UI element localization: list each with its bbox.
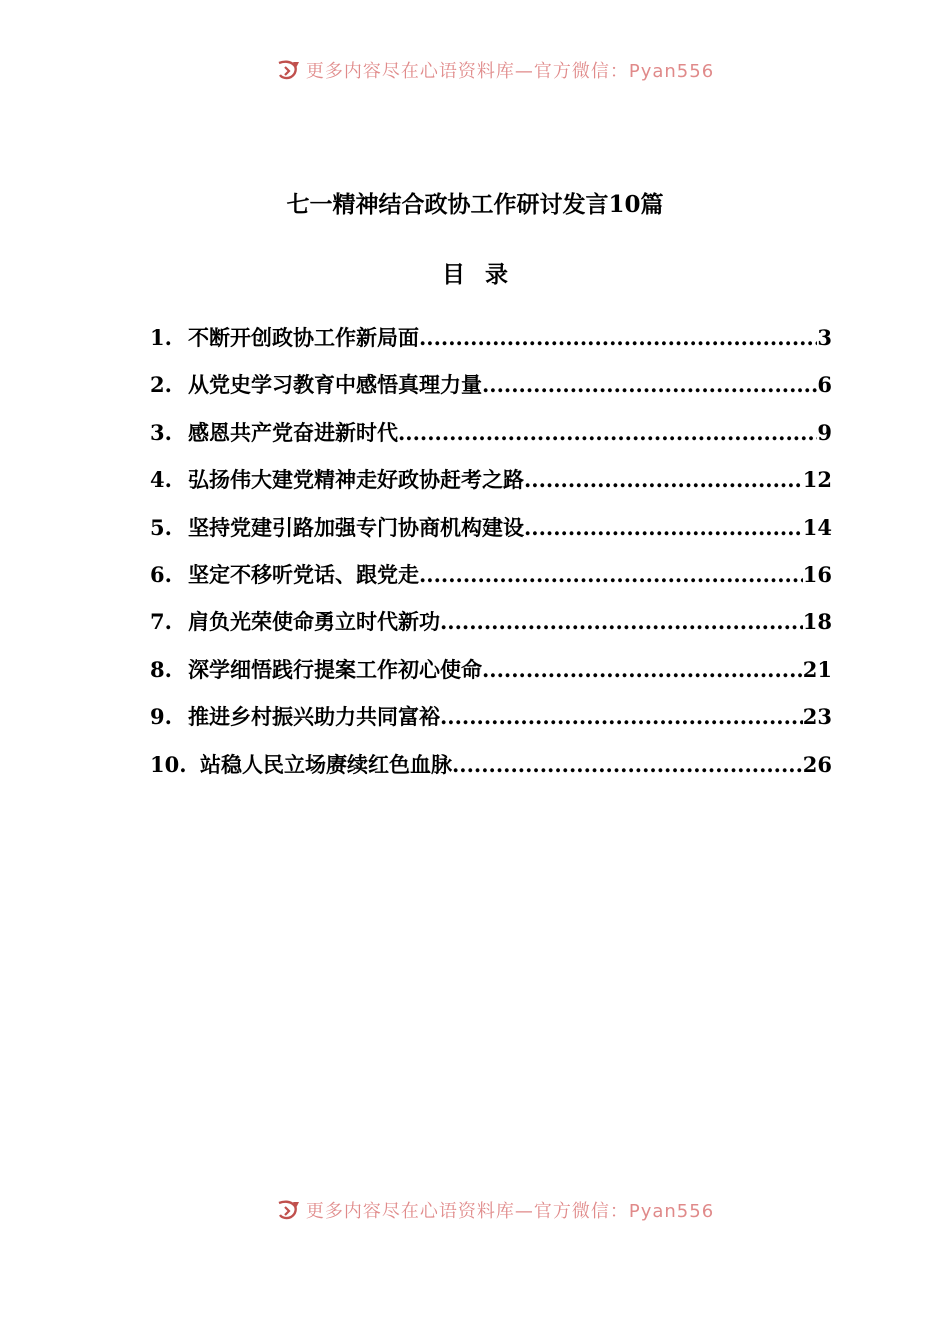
toc-entry-page: 6 bbox=[817, 372, 832, 398]
footer-watermark-banner bbox=[0, 1196, 950, 1224]
toc-dot-leader bbox=[482, 372, 817, 397]
toc-entry[interactable] bbox=[150, 417, 832, 464]
toc-entry-title: 坚持党建引路加强专门协商机构建设 bbox=[188, 514, 524, 540]
toc-entry-number: 10. bbox=[150, 751, 187, 777]
toc-entry[interactable] bbox=[150, 369, 832, 416]
toc-entry-title: 肩负光荣使命勇立时代新功 bbox=[188, 609, 440, 635]
toc-entry-page: 16 bbox=[802, 561, 832, 587]
toc-entry-page: 18 bbox=[802, 609, 832, 635]
toc-entry-title: 推进乡村振兴助力共同富裕 bbox=[188, 704, 440, 730]
toc-entry-number: 4. bbox=[150, 467, 172, 493]
toc-dot-leader bbox=[419, 562, 803, 587]
toc-entry[interactable] bbox=[150, 512, 832, 559]
toc-entry[interactable] bbox=[150, 322, 832, 369]
toc-dot-leader bbox=[524, 515, 803, 540]
toc-entry-number: 9. bbox=[150, 704, 172, 730]
toc-entry-title: 感恩共产党奋进新时代 bbox=[188, 419, 398, 445]
toc-dot-leader bbox=[524, 467, 803, 492]
toc-dot-leader bbox=[419, 325, 817, 350]
toc-entry[interactable] bbox=[150, 749, 832, 796]
toc-entry-number: 8. bbox=[150, 656, 172, 682]
watermark-logo-icon bbox=[276, 1199, 302, 1221]
toc-entry-page: 26 bbox=[802, 751, 832, 777]
toc-dot-leader bbox=[452, 752, 803, 777]
toc-entry-page: 12 bbox=[802, 467, 832, 493]
toc-entry-number: 6. bbox=[150, 561, 172, 587]
toc-entry-page: 23 bbox=[802, 704, 832, 730]
toc-entry-number: 3. bbox=[150, 419, 172, 445]
toc-entry[interactable] bbox=[150, 559, 832, 606]
toc-entry[interactable] bbox=[150, 701, 832, 748]
toc-entry[interactable] bbox=[150, 606, 832, 653]
watermark-logo-icon bbox=[276, 59, 302, 81]
toc-entry-title: 不断开创政协工作新局面 bbox=[188, 325, 419, 350]
watermark-text: 更多内容尽在心语资料库—官方微信：Pyan556 bbox=[305, 61, 715, 82]
toc-entry-title: 坚定不移听党话、跟党走 bbox=[188, 561, 419, 587]
toc-entry-title: 站稳人民立场赓续红色血脉 bbox=[200, 751, 452, 777]
toc-entry-number: 2. bbox=[150, 372, 172, 398]
toc-entry-number: 5. bbox=[150, 514, 172, 540]
toc-entry[interactable] bbox=[150, 654, 832, 701]
header-watermark-banner bbox=[0, 56, 950, 84]
toc-entry[interactable] bbox=[150, 464, 832, 511]
toc-dot-leader bbox=[440, 704, 803, 729]
toc-entry-number: 1. bbox=[150, 325, 172, 350]
toc-entry-page: 14 bbox=[802, 514, 832, 540]
toc-entry-title: 深学细悟践行提案工作初心使命 bbox=[188, 656, 482, 682]
toc-heading: 目 录 bbox=[441, 261, 514, 288]
toc-entry-page: 3 bbox=[817, 325, 832, 350]
toc-dot-leader bbox=[440, 609, 803, 634]
toc-entry-page: 9 bbox=[817, 419, 832, 445]
toc-dot-leader bbox=[398, 420, 817, 445]
toc-entry-page: 21 bbox=[802, 656, 832, 682]
watermark-text: 更多内容尽在心语资料库—官方微信：Pyan556 bbox=[305, 1201, 715, 1222]
toc-dot-leader bbox=[482, 657, 803, 682]
document-title: 七一精神结合政协工作研讨发言10篇 bbox=[286, 191, 664, 218]
toc-entry-title: 从党史学习教育中感悟真理力量 bbox=[188, 372, 482, 398]
table-of-contents bbox=[150, 322, 832, 796]
toc-entry-title: 弘扬伟大建党精神走好政协赶考之路 bbox=[188, 467, 524, 493]
toc-entry-number: 7. bbox=[150, 609, 172, 635]
